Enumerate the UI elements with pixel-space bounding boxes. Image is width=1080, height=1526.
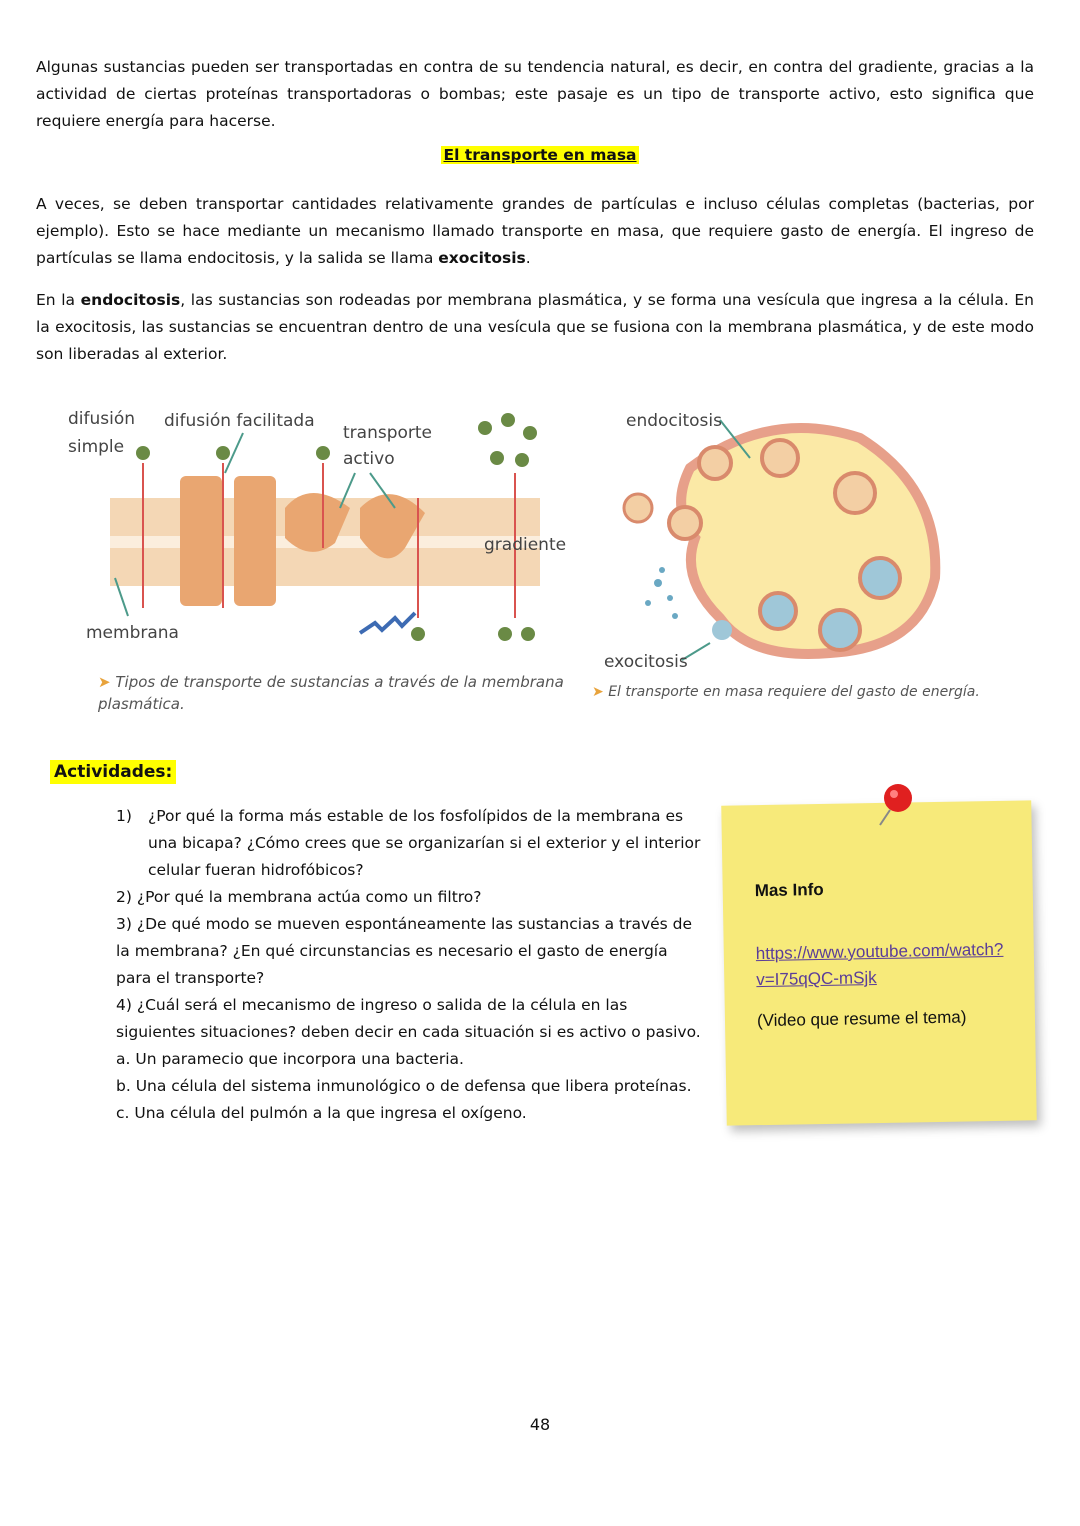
caption-right: ➤ El transporte en masa requiere del gasto de energía. xyxy=(592,684,980,700)
note-description: (Video que resume el tema) xyxy=(756,1007,967,1031)
bulk-transport-diagram xyxy=(600,398,960,678)
label-difusion-facilitada: difusión facilitada xyxy=(164,411,315,431)
sticky-note xyxy=(721,800,1037,1125)
label-difusion: difusión xyxy=(68,409,136,429)
list-item: c. Una célula del pulmón a la que ingresa el oxígeno. xyxy=(116,1104,527,1122)
list-item: 4) ¿Cuál será el mecanismo de ingreso o salida de la célula en las siguientes situaciones? deben decir en cada situación si es activo o pasivo. xyxy=(116,996,701,1041)
label-endocitosis: endocitosis xyxy=(626,411,722,431)
list-item: b. Una célula del sistema inmunológico o de defensa que libera proteínas. xyxy=(116,1077,692,1095)
list-item: a. Un paramecio que incorpora una bacteria. xyxy=(116,1050,464,1068)
activities-title: Actividades: xyxy=(50,760,176,784)
pushpin-icon xyxy=(870,780,920,830)
paragraph-endocytosis: En la endocitosis, las sustancias son rodeadas por membrana plasmática, y se forma una vesícula que ingresa a la célula. En la exocitosis, las sustancias se encuentran dentro de una vesícula que se fusiona con la membrana plasmática, y de este modo son liberadas al exterior. xyxy=(36,291,1034,363)
note-title: Mas Info xyxy=(754,879,824,901)
label-gradiente: gradiente xyxy=(484,535,567,555)
video-link[interactable]: https://www.youtube.com/watch?v=I75qQC-mSjk xyxy=(755,939,1004,990)
membrane-transport-diagram xyxy=(60,398,580,648)
label-transporte: transporte xyxy=(343,423,433,443)
paragraph-active-transport: Algunas sustancias pueden ser transportadas en contra de su tendencia natural, es decir, en contra del gradiente, gracias a la actividad de ciertas proteínas transportadoras o bombas; este pasaje es un tipo de transporte activo, esto significa que requiere energía para hacerse. xyxy=(36,58,1034,130)
list-item: 2) ¿Por qué la membrana actúa como un filtro? xyxy=(116,888,482,906)
section-heading: El transporte en masa xyxy=(443,146,637,164)
page-number: 48 xyxy=(529,1415,551,1434)
caption-left: ➤ Tipos de transporte de sustancias a través de la membrana plasmática. xyxy=(98,673,564,713)
label-simple: simple xyxy=(68,437,125,457)
activities-list xyxy=(116,803,701,1127)
label-activo: activo xyxy=(343,449,395,469)
label-membrana: membrana xyxy=(86,623,179,643)
list-item: 1) ¿Por qué la forma más estable de los fosfolípidos de la membrana es una bicapa? ¿Cómo crees que se organizarían si el exterior y el interior celular fueran hidrofóbicos? xyxy=(116,807,701,879)
list-item: 3) ¿De qué modo se mueven espontáneamente las sustancias a través de la membrana? ¿En qué circunstancias es necesario el gasto de energía para el transporte? xyxy=(116,915,693,987)
label-exocitosis: exocitosis xyxy=(604,652,688,672)
paragraph-mass-transport: A veces, se deben transportar cantidades relativamente grandes de partículas e incluso células completas (bacterias, por ejemplo). Esto se hace mediante un mecanismo llamado transporte en masa, que requiere gasto de energía. El ingreso de partículas se llama endocitosis, y la salida se llama exocitosis. xyxy=(36,195,1034,267)
